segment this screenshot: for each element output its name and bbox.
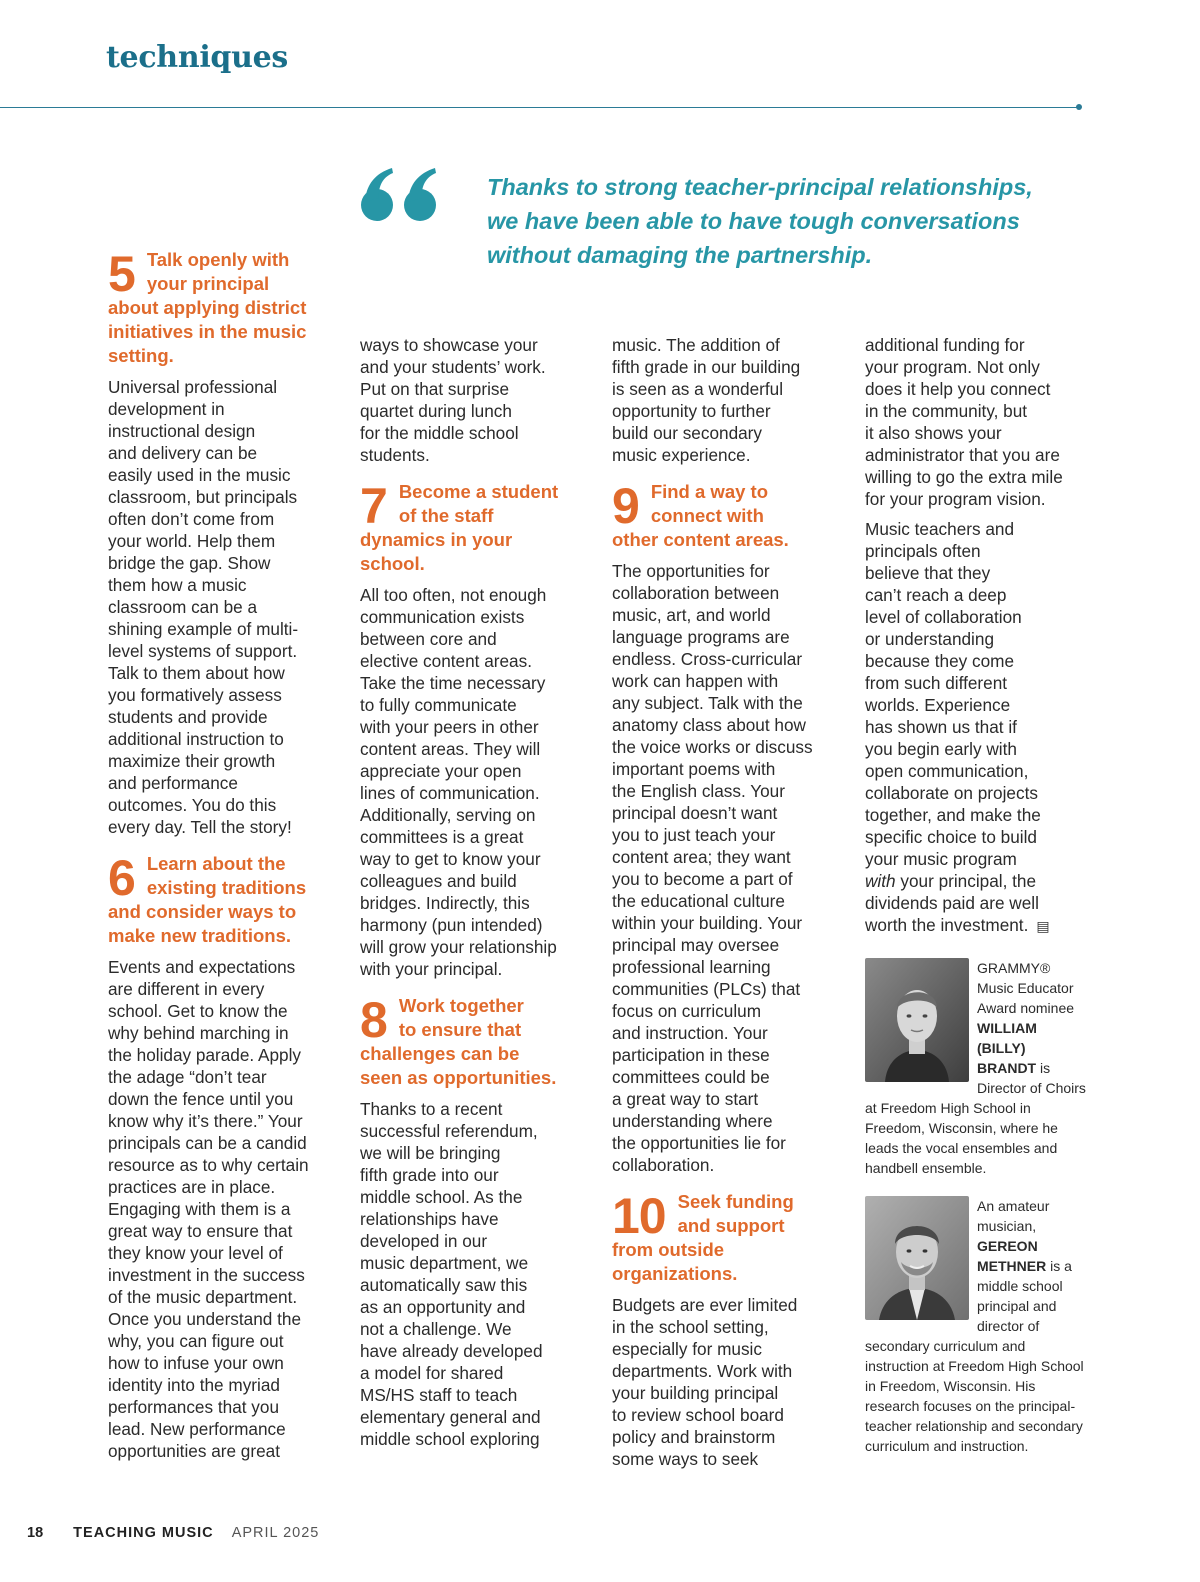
tip-10-body: Budgets are ever limited in the school setting, especially for music departments. Work with your building principal to review school board policy and brainstorm some ways to seek (612, 1295, 798, 1469)
tip-heading-text: Seek funding and support from outside organizations. (612, 1191, 794, 1284)
continued-body: additional funding for your program. Not only does it help you connect in the community, but it also shows your administrator that you are willing to go the extra mile for your program vision. (865, 335, 1063, 509)
bio-description: is Director of Choirs at Freedom High School in Freedom, Wisconsin, where he leads the vocal ensembles and handbell ensemble. (865, 1060, 1086, 1176)
column-3 (612, 334, 834, 1478)
tip-number: 10 (612, 1188, 666, 1244)
closing-text: Music teachers and principals often believe that they can’t reach a deep level of collaboration or understanding because they come from such different worlds. Experience has shown us that if you begin early with open communication, collaborate on projects together, and make the specific choice to build your music program (865, 519, 1041, 869)
tip-heading-text: Talk openly with your principal about applying district initiatives in the music setting. (108, 249, 307, 366)
tip-number: 6 (108, 850, 135, 906)
bio-name: GEREON METHNER (977, 1238, 1047, 1274)
quote-mark-icon (360, 168, 442, 224)
page-footer (27, 1525, 319, 1541)
bio-intro: GRAMMY® Music Educator Award nominee (977, 960, 1075, 1016)
closing-paragraph (865, 518, 1087, 937)
tip-8-heading (360, 994, 582, 1090)
tip-6-heading (108, 852, 330, 948)
tip-heading-text: Find a way to connect with other content areas. (612, 481, 789, 550)
pull-quote-line: Thanks to strong teacher-principal relationships, (487, 174, 1033, 200)
header-rule-dot (1076, 104, 1082, 110)
tip-7-heading (360, 480, 582, 576)
tip-6-body: Events and expectations are different in every school. Get to know the why behind marching in the holiday parade. Apply the adage “don’t tear down the fence until you know why it’s there.” Your principals can be a candid resource as to why certain practices are in place. Engaging with them is a great way to ensure that they know your level of investment in the success of the music department. Once you understand the why, you can figure out how to infuse your own identity into the myriad performances that you lead. New performance opportunities are great (108, 957, 309, 1461)
tip-number: 7 (360, 478, 387, 534)
continued-body: music. The addition of fifth grade in our building is seen as a wonderful opportunity to further build our secondary music experience. (612, 335, 801, 465)
author-bio (865, 958, 1087, 1178)
bio-intro: An amateur musician, (977, 1198, 1050, 1234)
closing-emphasis: with (865, 871, 896, 891)
end-mark-icon: ▤ (1036, 918, 1050, 934)
column-2 (360, 334, 582, 1458)
magazine-title: TEACHING MUSIC (73, 1525, 214, 1541)
bio-name: WILLIAM (BILLY) BRANDT (977, 1020, 1037, 1076)
header-rule (0, 107, 1080, 108)
author-photo-brandt (865, 958, 969, 1082)
pull-quote-line: we have been able to have tough conversations (487, 208, 1020, 234)
tip-10-heading (612, 1190, 834, 1286)
closing-text: your principal, the dividends paid are well worth the investment. (865, 871, 1039, 935)
bio-description: is a middle school principal and director of secondary curriculum and instruction at Freedom High School in Freedom, Wisconsin. His research focuses on the principal-teacher relationship and secondary curriculum and instruction. (865, 1258, 1084, 1454)
tip-7-body: All too often, not enough communication exists between core and elective content areas. Take the time necessary to fully communicate with your peers in other content areas. They will appreciate your open lines of communication. Additionally, serving on committees is a great way to get to know your colleagues and build bridges. Indirectly, this harmony (pun intended) will grow your relationship with your principal. (360, 585, 557, 979)
tip-heading-text: Work together to ensure that challenges can be seen as opportunities. (360, 995, 557, 1088)
tip-heading-text: Become a student of the staff dynamics in your school. (360, 481, 559, 574)
tip-8-body: Thanks to a recent successful referendum, we will be bringing fifth grade into our middle school. As the relationships have developed in our music department, we automatically saw this as an opportunity and not a challenge. We have already developed a model for shared MS/HS staff to teach elementary general and middle school exploring (360, 1099, 543, 1449)
column-4 (865, 334, 1087, 945)
pull-quote (487, 170, 1097, 272)
author-bio (865, 1196, 1087, 1456)
tip-number: 9 (612, 478, 639, 534)
page-number: 18 (27, 1525, 44, 1541)
issue-date: APRIL 2025 (231, 1525, 320, 1541)
tip-number: 5 (108, 246, 135, 302)
column-1 (108, 248, 330, 1470)
section-label: techniques (106, 40, 288, 75)
continued-body: ways to showcase your and your students’ work. Put on that surprise quartet during lunch for the middle school students. (360, 335, 546, 465)
tip-number: 8 (360, 992, 387, 1048)
author-photo-methner (865, 1196, 969, 1320)
tip-9-heading (612, 480, 834, 552)
tip-5-body: Universal professional development in instructional design and delivery can be easily used in the music classroom, but principals often don’t come from your world. Help them bridge the gap. Show them how a music classroom can be a shining example of multi- level systems of support. Talk to them about how you formatively assess students and provide additional instruction to maximize their growth and performance outcomes. You do this every day. Tell the story! (108, 377, 299, 837)
tip-5-heading (108, 248, 330, 368)
tip-9-body: The opportunities for collaboration between music, art, and world language programs are endless. Cross-curricular work can happen with any subject. Talk with the anatomy class about how the voice works or discuss important poems with the English class. Your principal doesn’t want you to just teach your content area; they want you to become a part of the educational culture within your building. Your principal may oversee professional learning communities (PLCs) that focus on curriculum and instruction. Your participation in these committees could be a great way to start understanding where the opportunities lie for collaboration. (612, 561, 813, 1175)
pull-quote-line: without damaging the partnership. (487, 242, 873, 268)
tip-heading-text: Learn about the existing traditions and consider ways to make new traditions. (108, 853, 307, 946)
